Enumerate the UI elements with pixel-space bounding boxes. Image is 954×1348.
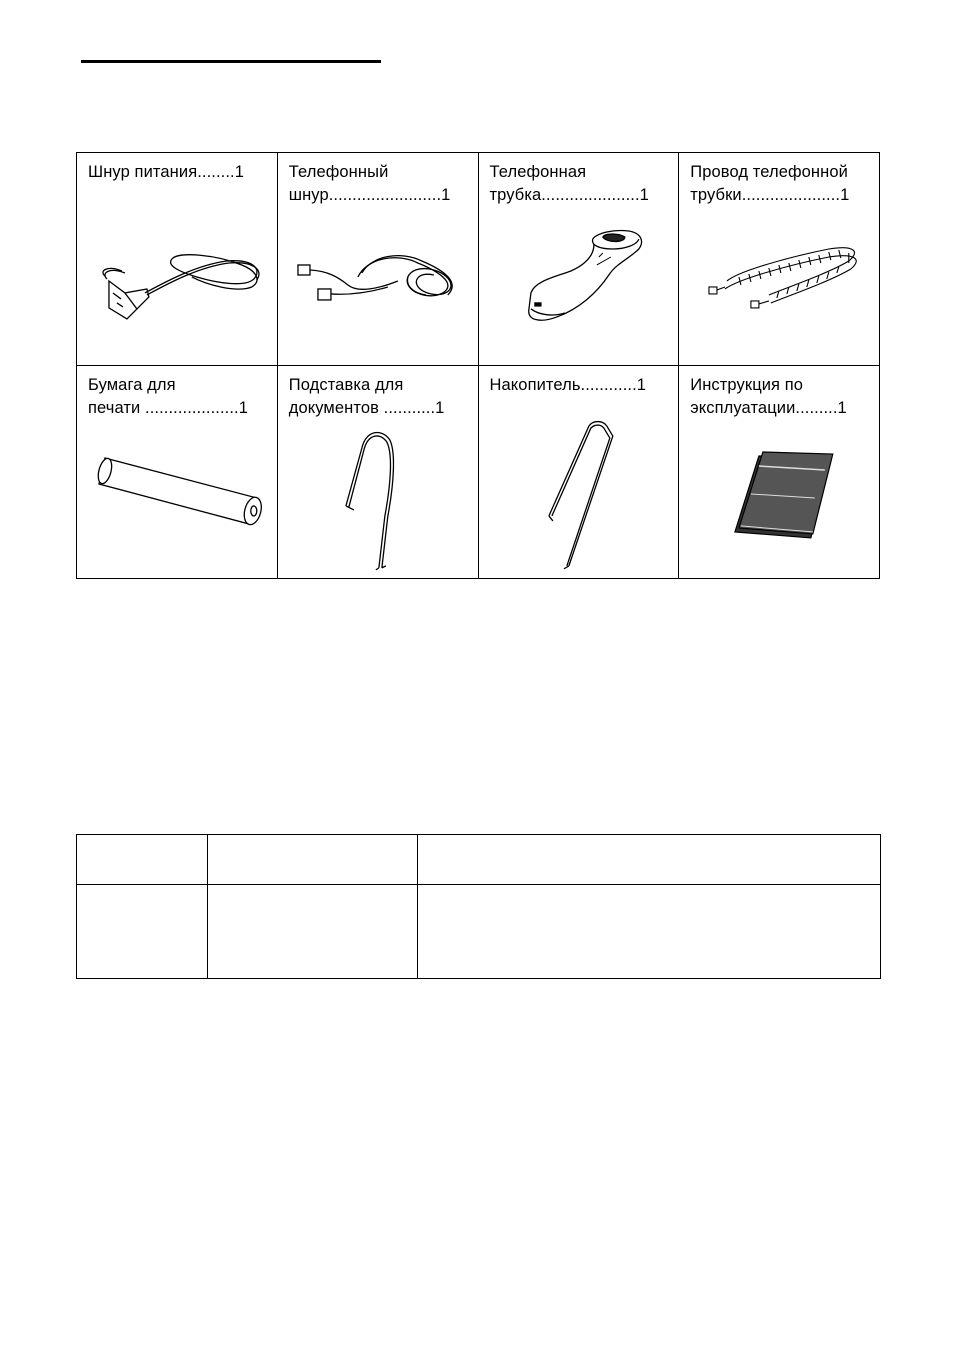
accessory-label: Подставка для документов ...........1 xyxy=(288,376,445,417)
accessory-cell-paper-tray xyxy=(478,366,679,579)
spec-table-row xyxy=(77,885,881,979)
accessory-cell-handset xyxy=(478,153,679,366)
accessory-cell-telephone-cord xyxy=(277,153,478,366)
accessory-label: Накопитель............1 xyxy=(489,376,647,394)
accessories-row xyxy=(77,153,880,366)
accessory-label: Инструкция по эксплуатации.........1 xyxy=(690,376,847,417)
accessory-cell-power-cord xyxy=(77,153,278,366)
accessory-label: Шнур питания........1 xyxy=(88,163,244,181)
spec-cell xyxy=(208,885,418,979)
accessory-cell-handset-coiled-cord xyxy=(679,153,880,366)
accessories-row xyxy=(77,366,880,579)
accessory-label: Бумага для печати ....................1 xyxy=(88,376,248,417)
paper-roll-icon xyxy=(77,366,277,578)
spec-table-header xyxy=(77,835,881,885)
accessory-label: Телефонная трубка.....................1 xyxy=(489,163,649,204)
accessory-cell-document-support xyxy=(277,366,478,579)
paper-tray-wire-icon xyxy=(479,366,679,578)
telephone-cord-icon xyxy=(278,153,478,365)
spec-cell xyxy=(418,885,881,979)
spec-header-cell xyxy=(208,835,418,885)
top-rule xyxy=(81,60,381,63)
handset-coiled-cord-icon xyxy=(679,153,879,365)
accessory-cell-operation-manual xyxy=(679,366,880,579)
accessory-label: Провод телефонной трубки.....................1 xyxy=(690,163,850,204)
spec-table xyxy=(76,834,881,979)
accessories-table xyxy=(76,152,880,579)
handset-icon xyxy=(479,153,679,365)
spec-header-cell xyxy=(418,835,881,885)
spec-header-cell xyxy=(77,835,208,885)
spec-cell xyxy=(77,885,208,979)
operation-manual-booklet-icon xyxy=(679,366,879,578)
accessory-label: Телефонный шнур........................1 xyxy=(288,163,451,204)
document-support-wire-icon xyxy=(278,366,478,578)
power-cord-icon xyxy=(77,153,277,365)
accessory-cell-paper-roll xyxy=(77,366,278,579)
